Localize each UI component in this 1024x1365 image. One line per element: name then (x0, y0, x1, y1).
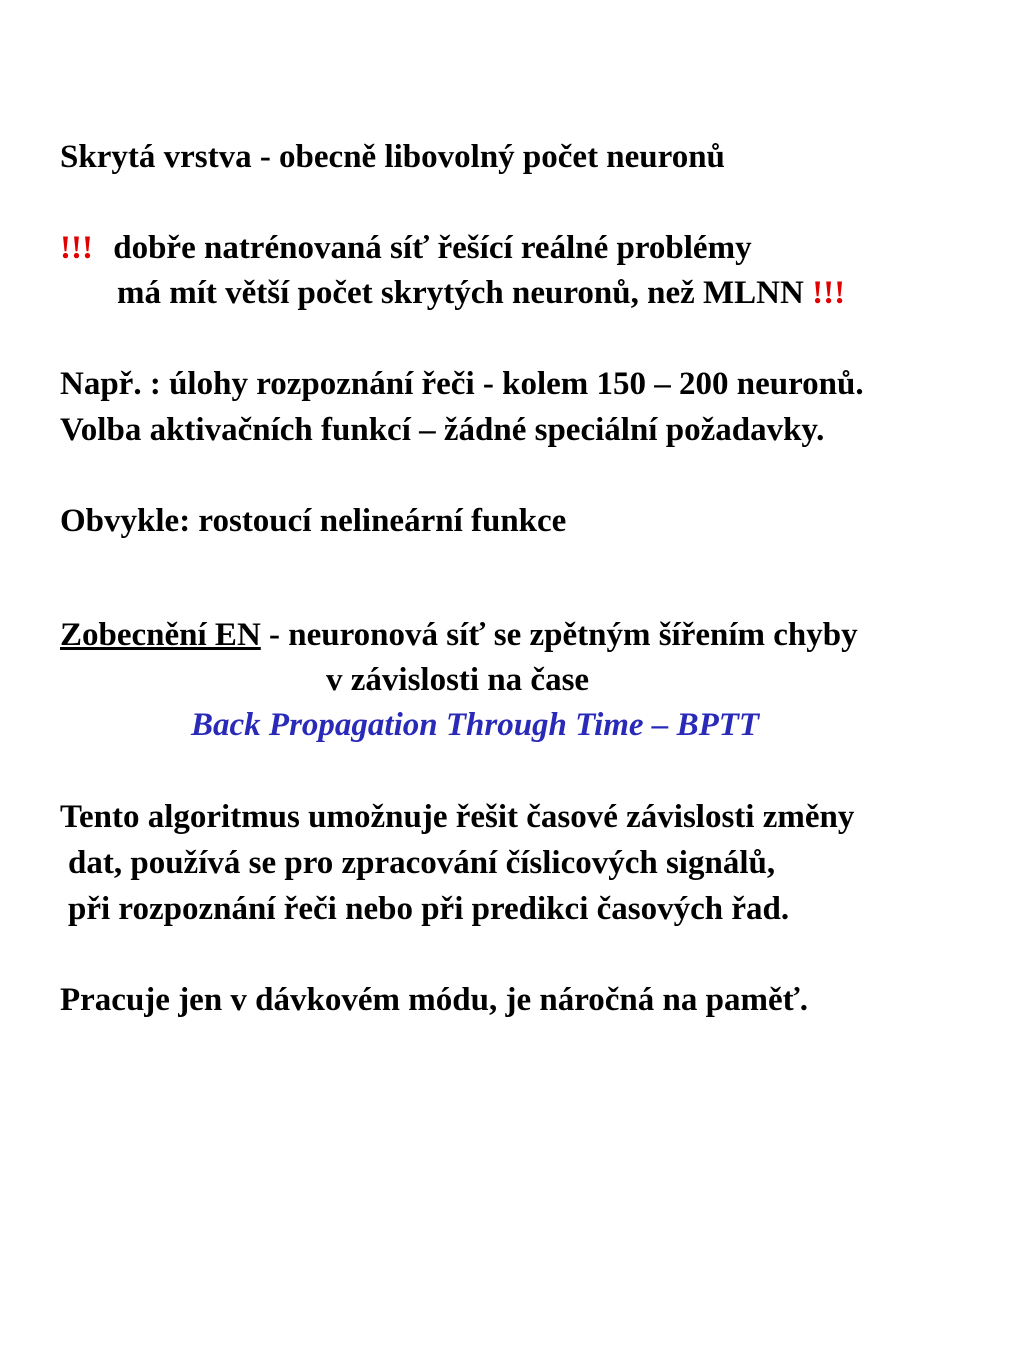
line-algorithm: Tento algoritmus umožnuje řešit časové závislosti změny (60, 799, 855, 835)
well-trained-text: dobře natrénovaná síť řešící reálné problémy (113, 230, 752, 266)
line-more-neurons (117, 273, 845, 313)
line-activation: Volba aktivačních funkcí – žádné speciální požadavky. (60, 412, 825, 448)
line-prediction: při rozpoznání řeči nebo při predikci časových řad. (68, 891, 790, 927)
line-well-trained (60, 228, 752, 268)
line-time-dependence: v závislosti na čase (326, 662, 590, 698)
line-usually: Obvykle: rostoucí nelineární funkce (60, 503, 567, 539)
line-bptt: Back Propagation Through Time – BPTT (191, 707, 760, 743)
more-neurons-text: má mít větší počet skrytých neuronů, než MLNN (117, 275, 813, 311)
line-signals: dat, používá se pro zpracování číslicových signálů, (68, 845, 776, 881)
line-generalization (60, 615, 858, 655)
line-hidden-layer: Skrytá vrstva - obecně libovolný počet neuronů (60, 139, 725, 175)
generalization-text: - neuronová síť se zpětným šířením chyby (260, 617, 858, 653)
line-batch-mode: Pracuje jen v dávkovém módu, je náročná na paměť. (60, 982, 809, 1018)
line-example: Např. : úlohy rozpoznání řeči - kolem 150 – 200 neuronů. (60, 366, 864, 402)
generalization-en-label: Zobecnění EN (60, 617, 261, 653)
exclamation-mark-end: !!! (812, 275, 846, 311)
exclamation-mark-start: !!! (60, 230, 93, 266)
